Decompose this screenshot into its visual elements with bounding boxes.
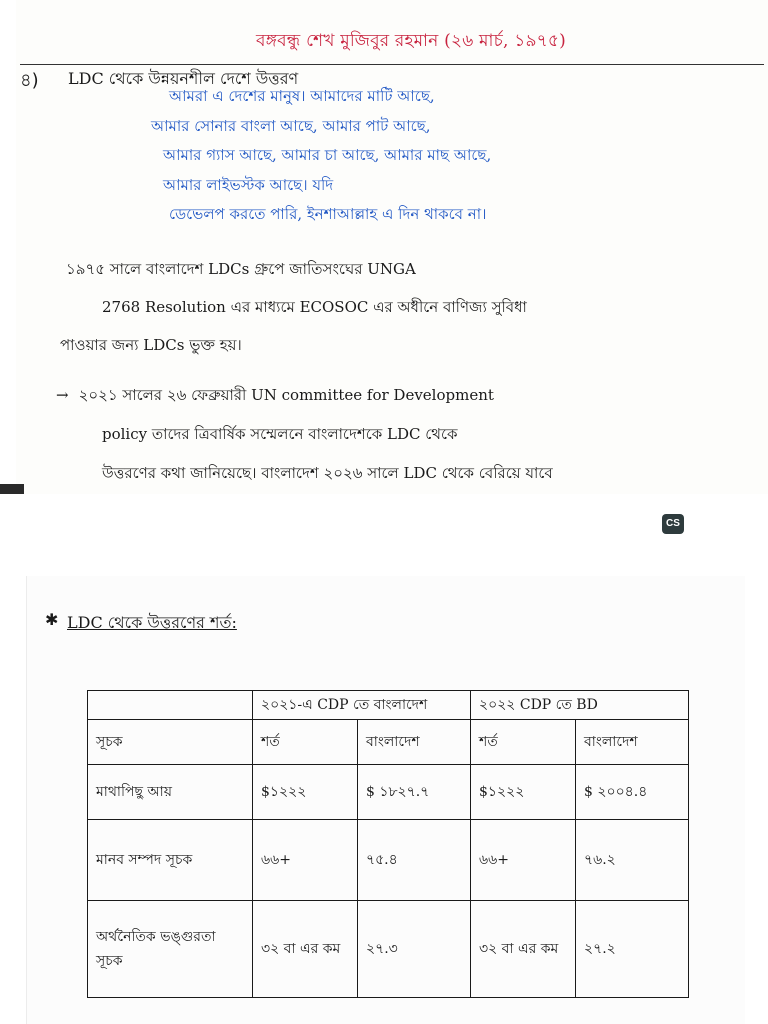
arrow-icon: → (56, 386, 69, 404)
heading-rule (20, 64, 764, 65)
table-row (88, 901, 689, 998)
table-cell: $১২২২ (253, 765, 358, 820)
column-header: শর্ত (471, 720, 576, 765)
quote-line: ডেভেলপ করতে পারি, ইনশাআল্লাহ এ দিন থাকবে না। (169, 205, 487, 223)
column-header: সূচক (88, 720, 253, 765)
history-paragraph (60, 250, 760, 364)
table-header-row (88, 720, 689, 765)
table-cell: ২৭.৩ (358, 901, 471, 998)
quote-line: আমার সোনার বাংলা আছে, আমার পাট আছে, (151, 116, 431, 135)
page-heading: বঙ্গবন্ধু শেখ মুজিবুর রহমান (২৬ মার্চ, ১৯৭৫) (256, 31, 566, 51)
paragraph-line: উত্তরণের কথা জানিয়েছে। বাংলাদেশ ২০২৬ সালে LDC থেকে বেরিয়ে যাবে (102, 464, 553, 482)
table-row (88, 820, 689, 901)
notes-sheet (16, 0, 768, 494)
ldc-criteria-table (87, 690, 689, 998)
paragraph-line: policy তাদের ত্রিবার্ষিক সম্মেলনে বাংলাদেশকে LDC থেকে (102, 425, 458, 443)
table-cell: ৩২ বা এর কম (471, 901, 576, 998)
scan-edge (0, 484, 24, 494)
table-row (88, 765, 689, 820)
quote-line: আমরা এ দেশের মানুষ। আমাদের মাটি আছে, (169, 87, 435, 105)
arrow-paragraph (56, 376, 768, 493)
paragraph-line-text: ২০২১ সালের ২৬ ফেব্রুয়ারী UN committee for Development (78, 386, 494, 404)
paragraph-line: 2768 Resolution এর মাধ্যমে ECOSOC এর অধীনে বাণিজ্য সুবিধা (102, 298, 527, 316)
column-header: বাংলাদেশ (576, 720, 689, 765)
table-cell: ৭৫.৪ (358, 820, 471, 901)
table-group-header: ২০২২ CDP তে BD (471, 691, 689, 720)
table-group-header-row (88, 691, 689, 720)
paragraph-line (56, 376, 768, 415)
table-cell: ৭৬.২ (576, 820, 689, 901)
section-marker: ৪) (20, 70, 39, 91)
paragraph-line: ১৯৭৫ সালে বাংলাদেশ LDCs গ্রুপে জাতিসংঘের UNGA (66, 260, 416, 278)
table-cell: ২৭.২ (576, 901, 689, 998)
table-group-header (88, 691, 253, 720)
table-cell: $ ২০০৪.৪ (576, 765, 689, 820)
quote-line: আমার গ্যাস আছে, আমার চা আছে, আমার মাছ আছে, (163, 146, 492, 164)
table-cell: ৩২ বা এর কম (253, 901, 358, 998)
quote-line: আমার লাইভস্টক আছে। যদি (163, 175, 334, 194)
camscanner-badge: CS (662, 514, 684, 534)
table-cell: অর্থনৈতিক ভঙ্গুরতা সূচক (88, 901, 253, 998)
column-header: শর্ত (253, 720, 358, 765)
table-cell: $ ১৮২৭.৭ (358, 765, 471, 820)
table-cell: মাথাপিছু আয় (88, 765, 253, 820)
table-sheet (26, 576, 745, 1024)
table-cell: ৬৬+ (253, 820, 358, 901)
section-marker: ✱ (45, 610, 59, 629)
quote-block (151, 82, 741, 230)
column-header: বাংলাদেশ (358, 720, 471, 765)
section-title: LDC থেকে উন্নয়নশীল দেশে উত্তরণ (68, 69, 299, 88)
table-title: LDC থেকে উত্তরণের শর্ত: (67, 613, 237, 632)
table-group-header: ২০২১-এ CDP তে বাংলাদেশ (253, 691, 471, 720)
paragraph-line: পাওয়ার জন্য LDCs ভুক্ত হয়। (60, 336, 242, 354)
table-cell: ৬৬+ (471, 820, 576, 901)
table-cell: মানব সম্পদ সূচক (88, 820, 253, 901)
table-cell: $১২২২ (471, 765, 576, 820)
